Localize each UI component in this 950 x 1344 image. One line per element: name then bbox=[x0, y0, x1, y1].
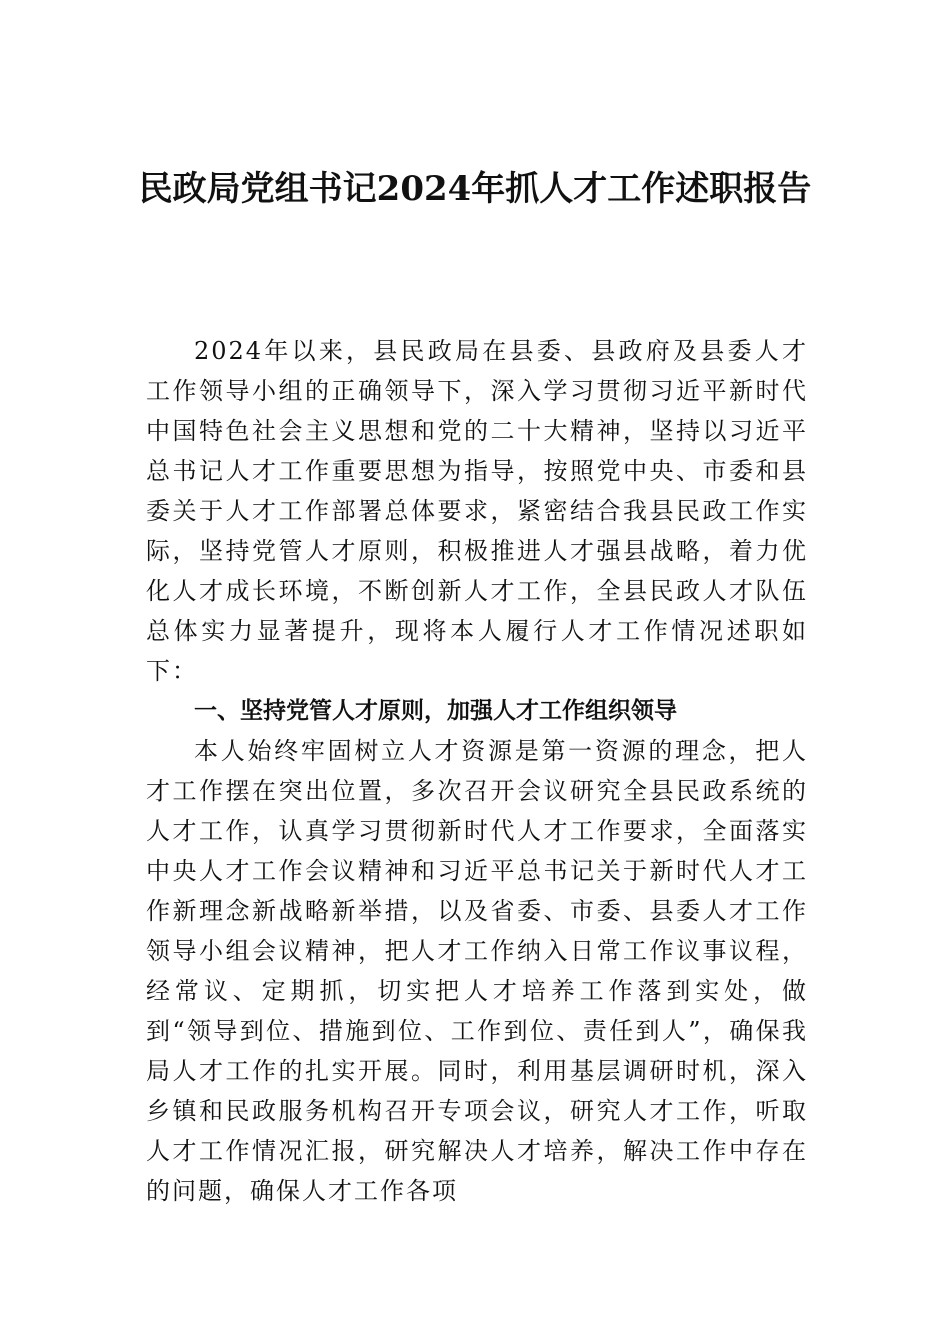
section-heading-1: 一、坚持党管人才原则，加强人才工作组织领导 bbox=[194, 698, 677, 724]
document-title: 民政局党组书记2024年抓人才工作述职报告 bbox=[138, 169, 812, 209]
section-paragraph-1: 本人始终牢固树立人才资源是第一资源的理念，把人才工作摆在突出位置，多次召开会议研究全县民政系统的人才工作，认真学习贯彻新时代人才工作要求，全面落实中央人才工作会议精神和习近平总书记关于新时代人才工作新理念新战略新举措，以及省委、市委、县委人才工作领导小组会议精神，把人才工作纳入日常工作议事议程，经常议、定期抓，切实把人才培养工作落到实处，做到“领导到位、措施到位、工作到位、责任到人”，确保我局人才工作的扎实开展。同时，利用基层调研时机，深入乡镇和民政服务机构召开专项会议，研究人才工作，听取人才工作情况汇报，研究解决人才培养，解决工作中存在的问题，确保人才工作各项 bbox=[146, 737, 808, 1205]
intro-paragraph: 2024年以来，县民政局在县委、县政府及县委人才工作领导小组的正确领导下，深入学习贯彻习近平新时代中国特色社会主义思想和党的二十大精神，坚持以习近平总书记人才工作重要思想为指导，按照党中央、市委和县委关于人才工作部署总体要求，紧密结合我县民政工作实际，坚持党管人才原则，积极推进人才强县战略，着力优化人才成长环境，不断创新人才工作，全县民政人才队伍总体实力显著提升，现将本人履行人才工作情况述职如下： bbox=[146, 337, 808, 685]
document-body bbox=[146, 331, 808, 1211]
